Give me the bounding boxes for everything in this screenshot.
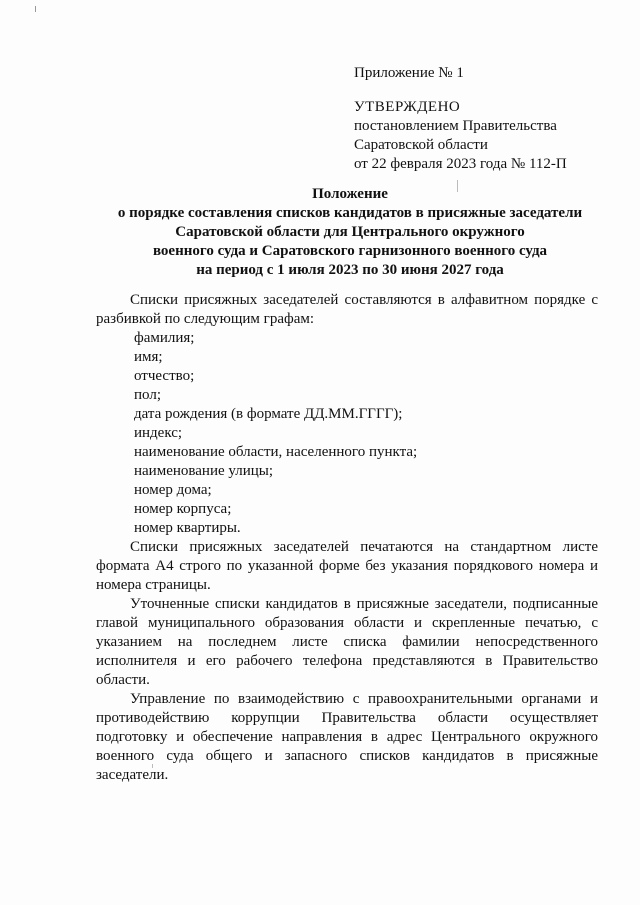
list-item: пол; xyxy=(134,387,161,403)
intro-paragraph: Списки присяжных заседателей составляются в алфавитном порядке с разбивкой по следующим графам: xyxy=(96,292,598,327)
directorate-paragraph: Управление по взаимодействию с правоохранительными органами и противодействию коррупции Правительства области осуществляет подготовку и обеспечение направления в адрес Центрального окружного военного суда общего и запасного списков кандидатов в присяжные заседатели. xyxy=(96,691,598,783)
list-item: номер дома; xyxy=(134,482,212,498)
print-paragraph: Списки присяжных заседателей печатаются на стандартном листе формата А4 строго по указанной форме без указания порядкового номера и номера страницы. xyxy=(96,539,598,593)
title-line: на период с 1 июля 2023 по 30 июня 2027 года xyxy=(196,262,504,278)
approved-by-line: Саратовской области xyxy=(354,137,488,153)
fields-list xyxy=(96,329,598,538)
list-item: отчество; xyxy=(134,368,195,384)
approved-by-line: постановлением Правительства xyxy=(354,118,557,134)
title-line: Положение xyxy=(312,186,388,202)
list-item: имя; xyxy=(134,349,163,365)
submit-paragraph: Уточненные списки кандидатов в присяжные заседатели, подписанные главой муниципального образования области и скрепленные печатью, с указанием на последнем листе списка фамилии непосредственного исполнителя и его рабочего телефона представляются в Правительство области. xyxy=(96,596,598,688)
list-item: номер квартиры. xyxy=(134,520,241,536)
title-line: о порядке составления списков кандидатов в присяжные заседатели xyxy=(117,205,583,221)
approved-date: от 22 февраля 2023 года № 112-П xyxy=(354,156,567,172)
approval-block xyxy=(354,98,567,174)
list-item: дата рождения (в формате ДД.ММ.ГГГГ); xyxy=(134,406,403,422)
list-item: индекс; xyxy=(134,425,183,441)
list-item: наименование улицы; xyxy=(134,463,274,479)
title-line: военного суда и Саратовского гарнизонного военного суда xyxy=(152,243,548,259)
list-item: фамилия; xyxy=(134,330,195,346)
title-line: Саратовской области для Центрального окружного xyxy=(175,224,525,240)
appendix-label: Приложение № 1 xyxy=(354,65,464,81)
document-title xyxy=(60,185,640,280)
list-item: номер корпуса; xyxy=(134,501,232,517)
list-item: наименование области, населенного пункта; xyxy=(134,444,418,460)
document-body xyxy=(96,291,598,785)
scan-speck xyxy=(35,6,36,12)
approved-heading: УТВЕРЖДЕНО xyxy=(354,99,461,115)
